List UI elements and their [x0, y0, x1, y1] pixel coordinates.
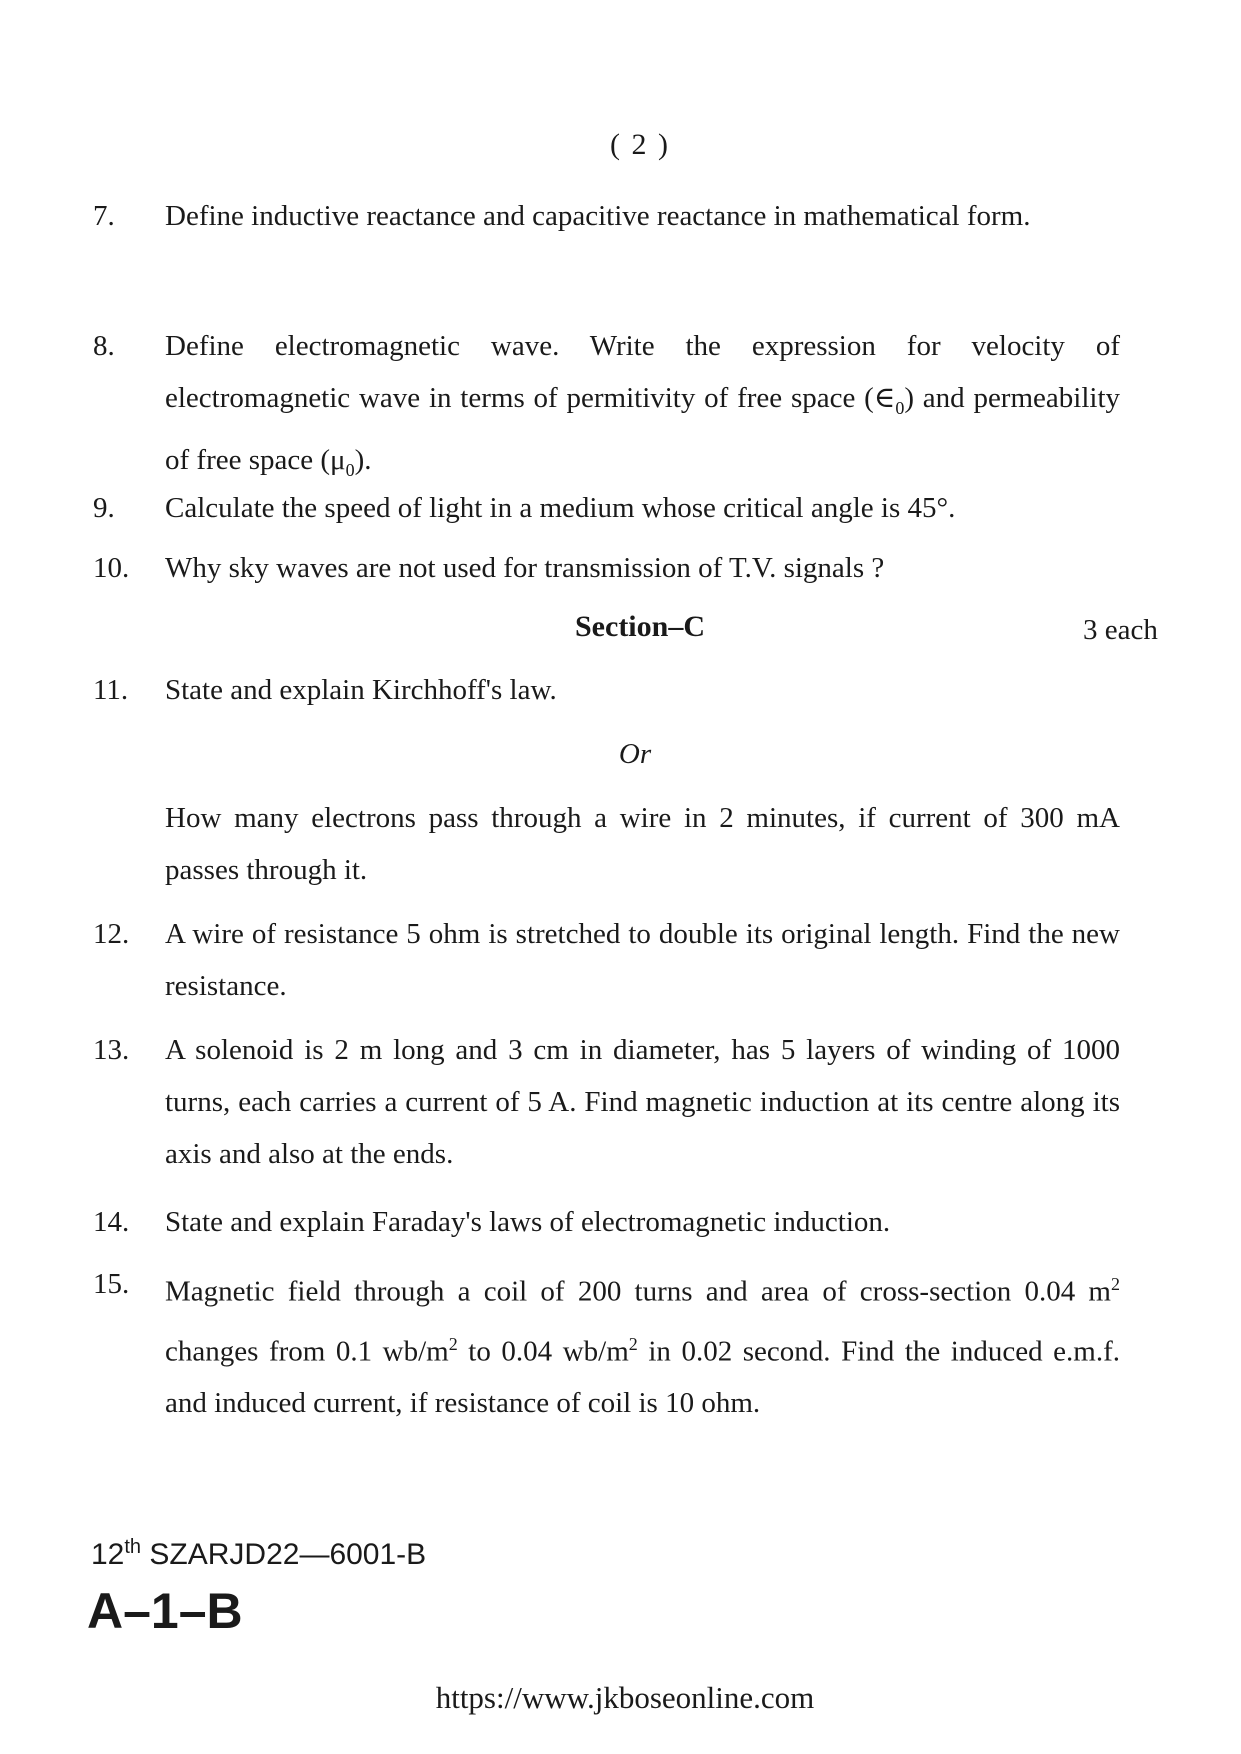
question-text: A solenoid is 2 m long and 3 cm in diameter, has 5 layers of winding of 1000 turns, each carries a current of 5 A. Find magnetic induction at its centre along its axis and also at the ends. — [165, 1034, 1120, 1170]
question-number: 9. — [93, 492, 115, 524]
section-marks: 3 each — [1083, 614, 1158, 646]
question-number: 13. — [93, 1034, 130, 1066]
question-text: Define inductive reactance and capacitive reactance in mathematical form. — [165, 200, 1031, 232]
section-title: Section–C — [575, 610, 705, 643]
question-number: 11. — [93, 674, 129, 706]
question-number: 14. — [93, 1206, 130, 1238]
question-text: State and explain Kirchhoff's law. — [165, 674, 557, 706]
question-number: 10. — [93, 552, 130, 584]
question-text: Define electromagnetic wave. Write the expression for velocity of electromagnetic wave in terms of permitivity of free space $(\in_0)$ and permeability of free space $(\mu_0)$. — [165, 330, 1120, 480]
question-text: How many electrons pass through a wire in 2 minutes, if current of 300 mA passes through it. — [165, 802, 1120, 886]
question-text: Why sky waves are not used for transmission of T.V. signals ? — [165, 552, 885, 584]
question-number: 8. — [93, 330, 115, 362]
question-number: 12. — [93, 918, 130, 950]
page-number: ( 2 ) — [610, 128, 670, 161]
or-separator: Or — [618, 738, 652, 770]
question-number: 15. — [93, 1268, 130, 1300]
question-text: A wire of resistance 5 ohm is stretched to double its original length. Find the new resistance. — [165, 918, 1120, 1002]
question-text: State and explain Faraday's laws of electromagnetic induction. — [165, 1206, 891, 1238]
website-url: https://www.jkboseonline.com — [435, 1680, 815, 1715]
paper-set: A–1–B — [87, 1583, 243, 1639]
question-text: Magnetic field through a coil of 200 turns and area of cross-section 0.04 $m^2$ changes from 0.1 $wb/m^2$ to 0.04 $wb/m^2$ in 0.02 second. Find the induced e.m.f. and induced current, if resistance of coil is 10 ohm. — [165, 1274, 1120, 1420]
paper-code: 12th SZARJD22—6001-B — [91, 1536, 427, 1571]
question-text: Calculate the speed of light in a medium whose critical angle is 45°. — [165, 492, 956, 524]
question-number: 7. — [93, 200, 115, 232]
